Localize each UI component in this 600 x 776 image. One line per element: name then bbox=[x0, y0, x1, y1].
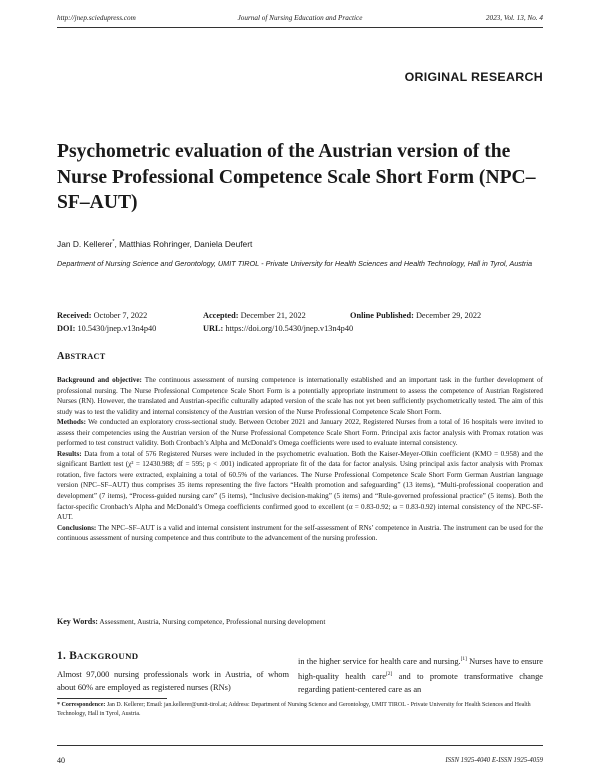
intro-paragraph-1: Almost 97,000 nursing professionals work in Austria, of whom about 60% are employed as registered nurses (RNs) bbox=[57, 670, 289, 692]
issn: ISSN 1925-4040 E-ISSN 1925-4059 bbox=[445, 757, 543, 764]
intro-paragraph-2: in the higher service for health care and nursing.[1] Nurses have to ensure high-quality health care[2] and to promote transformative change regarding patient-centered care as an bbox=[298, 656, 543, 694]
footnote-rule bbox=[57, 698, 167, 699]
article-title: Psychometric evaluation of the Austrian version of the Nurse Professional Competence Scale Short Form (NPC–SF–AUT) bbox=[57, 141, 536, 213]
section-label: ORIGINAL RESEARCH bbox=[404, 70, 543, 84]
page-number: 40 bbox=[57, 756, 65, 765]
author-first: Jan D. Kellerer bbox=[57, 239, 113, 249]
correspondence-marker: * bbox=[112, 239, 115, 246]
citation-1[interactable]: [1] bbox=[460, 656, 467, 662]
keywords: Key Words: Assessment, Austria, Nursing competence, Professional nursing development bbox=[57, 617, 326, 626]
author-rest: , Matthias Rohringer, Daniela Deufert bbox=[114, 239, 253, 249]
published-date: Online Published: December 29, 2022 bbox=[350, 311, 482, 320]
abstract-methods: Methods: We conducted an exploratory cross-sectional study. Between October 2021 and January 2022, Registered Nurses from a total of 16 hospitals were invited to assess their competencies using the Austrian version of the Nurse Professional Competence Scale Short Form. Principal axis factor analysis with Promax rotation was performed to test construct validity. Both Cronbach’s Alpha and McDonald’s Omega coefficients were used to evaluate internal consistency. bbox=[57, 418, 544, 448]
affiliation: Department of Nursing Science and Gerontology, UMIT TIROL - Private University for Health Sciences and Health Technology, Hall in Tyrol, Austria bbox=[57, 259, 533, 268]
doi-url[interactable]: URL: https://doi.org/10.5430/jnep.v13n4p40 bbox=[203, 324, 354, 333]
column-right bbox=[298, 653, 543, 696]
header-journal: Journal of Nursing Education and Practice bbox=[237, 14, 363, 22]
abstract-body bbox=[57, 375, 543, 544]
abstract-conclusions: Conclusions: The NPC–SF–AUT is a valid and internal consistent instrument for the self-assessment of RNs’ competence in Austria. The instrument can be used for the continuous assessment of nursing competence and thus contribute to the advancement of the nursing profession. bbox=[57, 523, 543, 543]
header-url: http://jnep.sciedupress.com bbox=[57, 14, 136, 22]
header-volume: 2023, Vol. 13, No. 4 bbox=[485, 14, 543, 22]
abstract-heading: ABSTRACT bbox=[57, 351, 106, 362]
background-heading: 1. BACKGROUND bbox=[57, 650, 139, 662]
abstract-results: Results: Data from a total of 576 Registered Nurses were included in the psychometric evaluation. Both the Kaiser-Meyer-Olkin coefficient (KMO = 0.958) and the significant Bartlett test (χ² = 12430.988; df = 595; p < .001) indicated appropriate fit of the data for factor analysis. Using principal axis factor analysis with Promax rotation, five factors were extracted, explaining a total of 60.5% of the variances. The Nurse Professional Competence Scale Short Form German Austrian language version (NPC–SF–AUT) thus comprises 35 items representing the five factors “Health promotion and safeguarding” (13 items), “Multi-professional cooperation and development” (7 items), “Process-guided nursing care” (5 items), “Inclusive decision-making” (5 items) and “Rule-governed professional practice” (5 items). Both the factor-specific Cronbach’s Alpha and McDonald’s Omega coefficients confirmed good to excellent (α = 0.83-0.92; ω = 0.83-0.92) internal consistency of the NPC-SF-AUT. bbox=[57, 449, 543, 522]
doi: DOI: 10.5430/jnep.v13n4p40 bbox=[57, 324, 157, 333]
accepted-date: Accepted: December 21, 2022 bbox=[203, 311, 306, 320]
header-rule bbox=[57, 27, 543, 28]
correspondence-footnote: * Correspondence: Jan D. Kellerer; Email: jan.kellerer@umit-tirol.at; Address: Department of Nursing Science and Gerontology, UMIT TIROL - Private University for Health Sciences and Health Technology, Hall in Tyrol, Austria. bbox=[57, 702, 531, 717]
citation-2[interactable]: [2] bbox=[386, 671, 393, 678]
column-left bbox=[57, 669, 289, 694]
author-list bbox=[57, 239, 252, 249]
abstract-background: Background and objective: The continuous assessment of nursing competence is internationally established and an important task in the further development of professional nursing. The Nurse Professional Competence Scale Short Form is a potentially appropriate instrument to assess the competence of Austrian Registered Nurses (RN). However, the translated and Austrian-specific culturally adapted version of the scale has not yet been sufficiently psychometrically tested. The aim of this study was to test the validity and internal consistency of the Austrian version of the Nurse Professional Competence Scale Short Form. bbox=[57, 376, 544, 416]
received-date: Received: October 7, 2022 bbox=[57, 311, 148, 320]
footer-rule bbox=[57, 745, 543, 746]
